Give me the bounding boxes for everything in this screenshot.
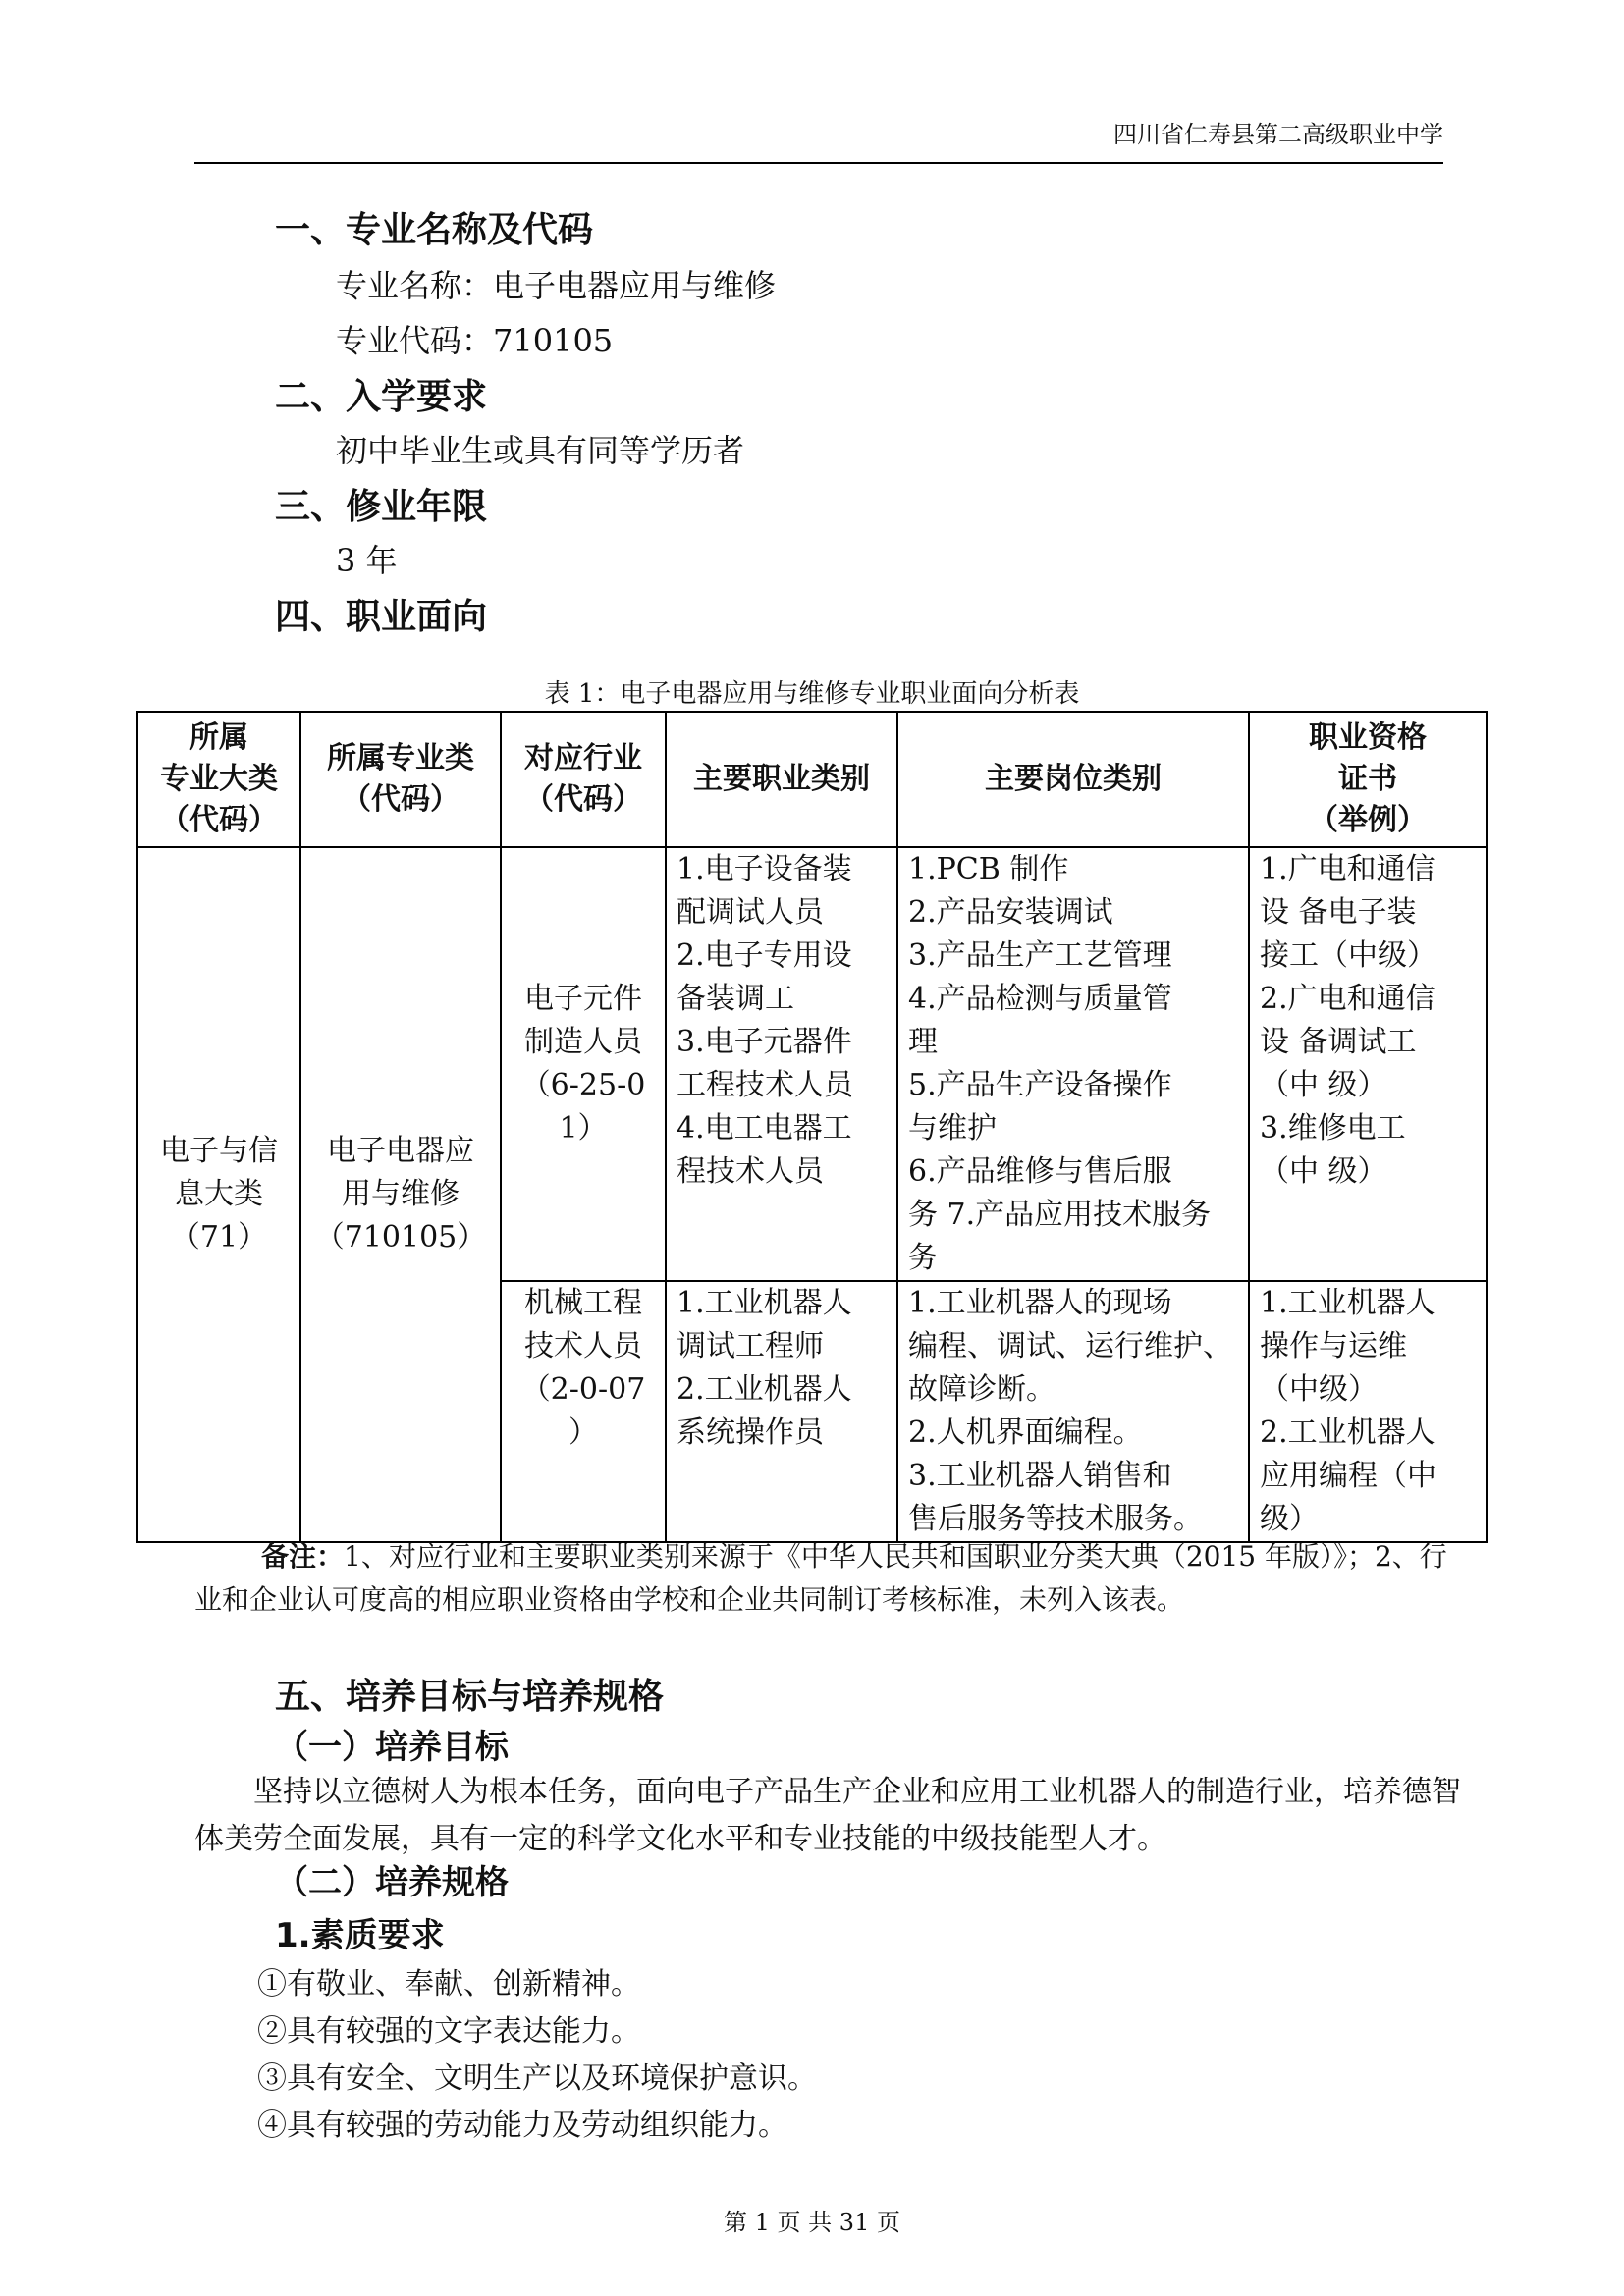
header-certificate: 职业资格 证书 （举例） <box>1249 712 1487 847</box>
cell-occupations: 1.电子设备装 配调试人员 2.电子专用设 备装调工 3.电子元器件 工程技术人员 4.电工电器工 程技术人员 <box>666 847 897 1281</box>
section-1-title: 一、专业名称及代码 <box>275 210 594 250</box>
cell-major: 电子电器应 用与维修 （710105） <box>300 847 501 1542</box>
header-major-class: 所属专业类 （代码） <box>300 712 501 847</box>
cell-certificates: 1.工业机器人 操作与运维 （中级） 2.工业机器人 应用编程（中 级） <box>1249 1281 1487 1542</box>
major-name-line: 专业名称：电子电器应用与维修 <box>336 267 777 304</box>
list-item: ①有敬业、奉献、创新精神。 <box>257 1967 640 2002</box>
training-spec-title: （二）培养规格 <box>275 1863 509 1902</box>
list-item: ②具有较强的文字表达能力。 <box>257 2014 640 2049</box>
table-row <box>137 847 1487 1281</box>
cell-positions: 1.工业机器人的现场 编程、调试、运行维护、 故障诊断。 2.人机界面编程。 3.工业机器人销售和 售后服务等技术服务。 <box>897 1281 1249 1542</box>
cell-industry: 机械工程 技术人员 （2-0-07 ） <box>501 1281 666 1542</box>
cell-category: 电子与信 息大类 （71） <box>137 847 300 1542</box>
page-number: 第 1 页 共 31 页 <box>724 2209 900 2236</box>
section-2-title: 二、入学要求 <box>275 377 488 417</box>
admission-requirement: 初中毕业生或具有同等学历者 <box>336 432 745 469</box>
cell-occupations: 1.工业机器人 调试工程师 2.工业机器人 系统操作员 <box>666 1281 897 1542</box>
section-4-title: 四、职业面向 <box>275 597 488 637</box>
header-industry: 对应行业 （代码） <box>501 712 666 847</box>
note-text: 1、对应行业和主要职业类别来源于《中华人民共和国职业分类大典（2015 年版）》；2、行业和企业认可度高的相应职业资格由学校和企业共同制订考核标准，未列入该表。 <box>194 1540 1447 1616</box>
header-position: 主要岗位类别 <box>897 712 1249 847</box>
header-category: 所属 专业大类 （代码） <box>137 712 300 847</box>
table-caption: 表 1：电子电器应用与维修专业职业面向分析表 <box>544 679 1080 709</box>
header-occupation: 主要职业类别 <box>666 712 897 847</box>
training-goal-title: （一）培养目标 <box>275 1728 509 1767</box>
training-goal-text: 坚持以立德树人为根本任务，面向电子产品生产企业和应用工业机器人的制造行业，培养德智体美劳全面发展，具有一定的科学文化水平和专业技能的中级技能型人才。 <box>194 1775 1461 1856</box>
cell-industry: 电子元件 制造人员 （6-25-0 1） <box>501 847 666 1281</box>
note-label: 备注： <box>261 1540 345 1573</box>
header-rule <box>194 162 1443 164</box>
section-5-title: 五、培养目标与培养规格 <box>275 1677 665 1717</box>
study-duration: 3 年 <box>336 542 398 579</box>
section-3-title: 三、修业年限 <box>275 487 488 527</box>
quality-requirements-title: 1.素质要求 <box>275 1916 445 1955</box>
list-item: ④具有较强的劳动能力及劳动组织能力。 <box>257 2109 787 2143</box>
occupation-table <box>136 711 1488 1543</box>
major-code-line: 专业代码：710105 <box>336 322 614 359</box>
cell-certificates: 1.广电和通信 设 备电子装 接工（中级） 2.广电和通信 设 备调试工 （中 级） 3.维修电工 （中 级） <box>1249 847 1487 1281</box>
table-note <box>194 1535 1471 1622</box>
cell-positions: 1.PCB 制作 2.产品安装调试 3.产品生产工艺管理 4.产品检测与质量管 理 5.产品生产设备操作 与维护 6.产品维修与售后服 务 7.产品应用技术服务 务 <box>897 847 1249 1281</box>
list-item: ③具有安全、文明生产以及环境保护意识。 <box>257 2061 817 2096</box>
document-header: 四川省仁寿县第二高级职业中学 <box>1113 121 1443 148</box>
